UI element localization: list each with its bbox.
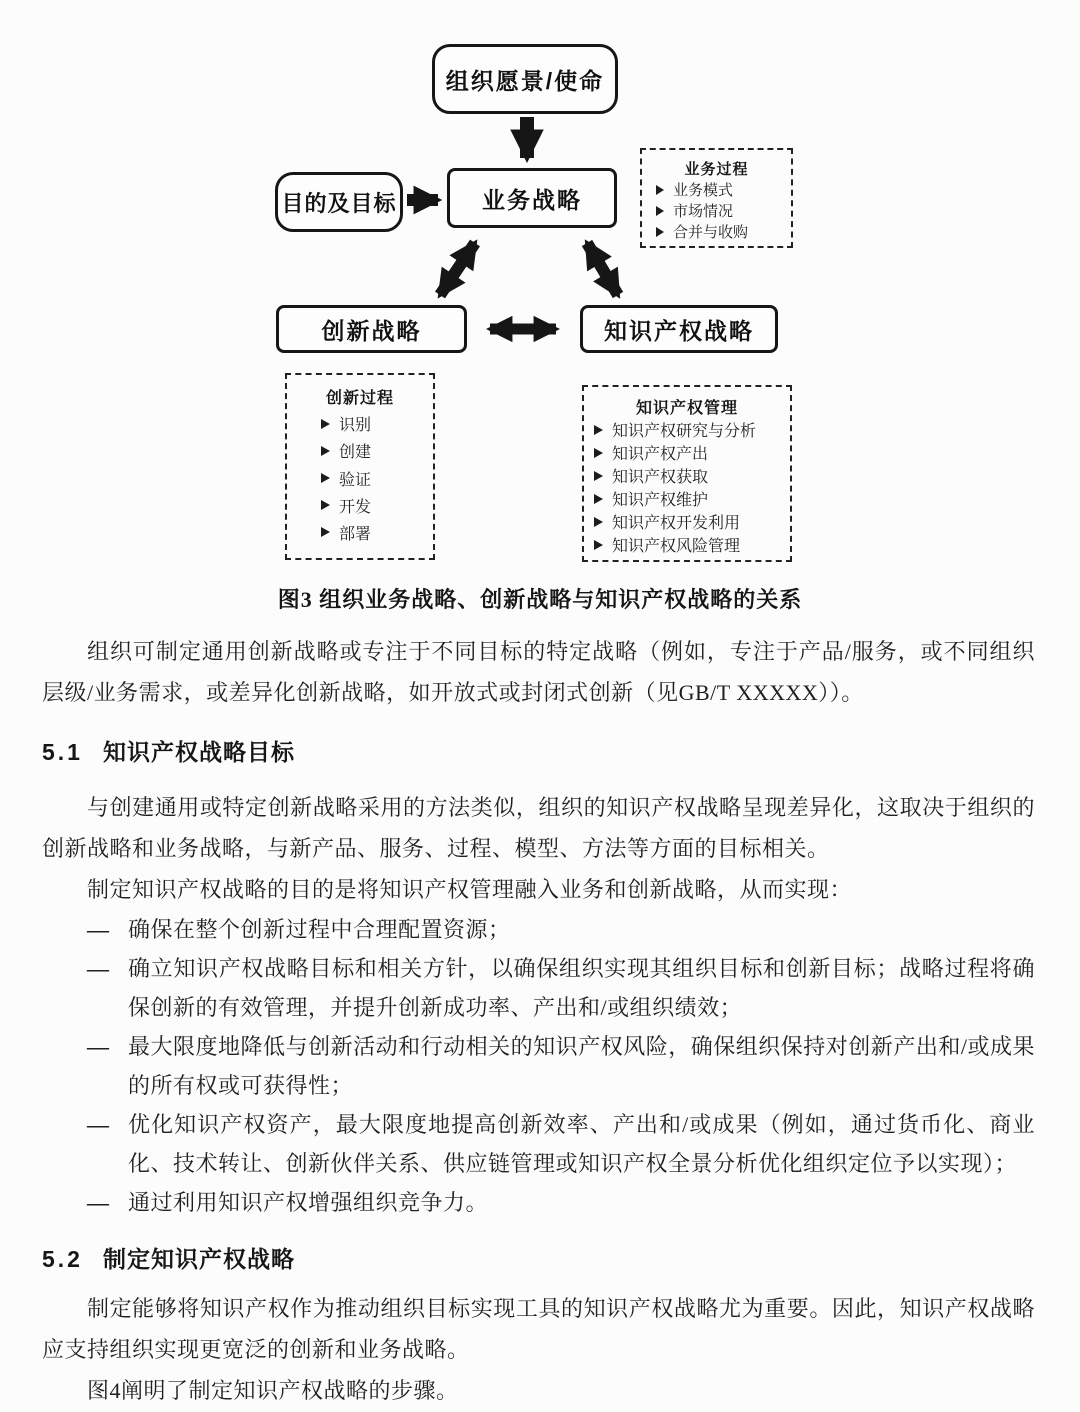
dash-bullet: — <box>87 917 110 942</box>
list-item: 知识产权研究与分析 <box>588 418 786 441</box>
section-title: 制定知识产权战略 <box>102 1246 295 1272</box>
document-body <box>0 631 1080 1411</box>
arrowhead-bullet-icon <box>321 446 330 456</box>
section-5-1-heading <box>42 737 1035 767</box>
bullet-item: — 优化知识产权资产，最大限度地提高创新效率、产出和/或成果（例如，通过货币化、商业化、技术转让、创新伙伴关系、供应链管理或知识产权全景分析优化组织定位予以实现）； <box>42 1105 1035 1183</box>
dash-bullet: — <box>87 1112 110 1137</box>
list-item: 知识产权获取 <box>588 464 786 487</box>
business-process-title: 业务过程 <box>684 161 749 178</box>
ip-management-title: 知识产权管理 <box>635 400 738 417</box>
ip-strategy-label: 知识产权战略 <box>604 317 754 344</box>
bullet-item: — 通过利用知识产权增强组织竞争力。 <box>42 1183 1035 1222</box>
bullet-item: — 确立知识产权战略目标和相关方针，以确保组织实现其组织目标和创新目标；战略过程将确保创新的有效管理，并提升创新成功率、产出和/或组织绩效； <box>42 949 1035 1027</box>
list-item: 创建 <box>293 439 427 462</box>
innovation-strategy-box <box>276 305 467 353</box>
bullet-item: — 最大限度地降低与创新活动和行动相关的知识产权风险，确保组织保持对创新产出和/或成果的所有权或可获得性； <box>42 1027 1035 1105</box>
arrowhead-bullet-icon <box>594 540 603 550</box>
arrowhead-bullet-icon <box>321 419 330 429</box>
arrowhead-bullet-icon <box>656 227 664 237</box>
section-5-1-paragraph-2: 制定知识产权战略的目的是将知识产权管理融入业务和创新战略，从而实现： <box>87 877 853 902</box>
arrowhead-bullet-icon <box>594 494 603 504</box>
list-item: 知识产权维护 <box>588 487 786 510</box>
list-item: 识别 <box>293 412 427 435</box>
figure-3-diagram <box>0 0 1080 583</box>
arrowhead-bullet-icon <box>321 527 330 537</box>
arrowhead-bullet-icon <box>594 448 603 458</box>
ip-strategy-box <box>580 305 778 353</box>
section-5-2-paragraph-1: 制定能够将知识产权作为推动组织目标实现工具的知识产权战略尤为重要。因此，知识产权战略应支持组织实现更宽泛的创新和业务战略。 <box>42 1296 1035 1362</box>
list-item: 市场情况 <box>648 200 785 221</box>
arrowhead-bullet-icon <box>321 500 330 510</box>
innovation-process-title: 创新过程 <box>325 390 394 407</box>
list-item: 知识产权风险管理 <box>588 533 786 556</box>
section-5-2-heading <box>42 1244 1035 1274</box>
arrow-business-ip <box>587 243 618 295</box>
bullet-item: — 确保在整个创新过程中合理配置资源； <box>42 910 1035 949</box>
business-strategy-box <box>447 168 617 228</box>
list-item: 知识产权开发利用 <box>588 510 786 533</box>
list-item: 业务模式 <box>648 179 785 200</box>
arrowhead-bullet-icon <box>656 185 664 195</box>
list-item: 合并与收购 <box>648 221 785 242</box>
dash-bullet: — <box>87 1034 110 1059</box>
arrowhead-bullet-icon <box>321 473 330 483</box>
arrowhead-bullet-icon <box>656 206 664 216</box>
figure-3-caption: 图3 组织业务战略、创新战略与知识产权战略的关系 <box>277 587 803 612</box>
vision-mission-label: 组织愿景/使命 <box>445 67 605 94</box>
list-item: 部署 <box>293 521 427 544</box>
dash-bullet: — <box>87 956 110 981</box>
section-title: 知识产权战略目标 <box>102 739 295 765</box>
arrow-business-innovation <box>440 243 475 295</box>
section-5-1-paragraph-1: 与创建通用或特定创新战略采用的方法类似，组织的知识产权战略呈现差异化，这取决于组织的创新战略和业务战略，与新产品、服务、过程、模型、方法等方面的目标相关。 <box>42 795 1035 861</box>
intro-paragraph: 组织可制定通用创新战略或专注于不同目标的特定战略（例如，专注于产品/服务，或不同组织层级/业务需求，或差异化创新战略，如开放式或封闭式创新（见GB/T XXXXX））。 <box>42 639 1035 705</box>
ip-management-box <box>582 385 792 562</box>
purpose-goals-label: 目的及目标 <box>281 190 397 216</box>
business-strategy-label: 业务战略 <box>482 186 582 213</box>
section-5-1-bullet-list <box>42 910 1035 1222</box>
arrowhead-bullet-icon <box>594 471 603 481</box>
business-process-box <box>640 148 793 248</box>
innovation-strategy-label: 创新战略 <box>321 317 422 344</box>
list-item: 知识产权产出 <box>588 441 786 464</box>
section-number: 5.1 <box>42 739 83 765</box>
section-number: 5.2 <box>42 1246 83 1272</box>
vision-mission-box <box>432 44 618 114</box>
list-item: 开发 <box>293 494 427 517</box>
arrowhead-bullet-icon <box>594 425 603 435</box>
purpose-goals-box <box>275 172 403 232</box>
innovation-process-box <box>285 373 435 560</box>
list-item: 验证 <box>293 467 427 490</box>
arrowhead-bullet-icon <box>594 517 603 527</box>
section-5-2-paragraph-2: 图4阐明了制定知识产权战略的步骤。 <box>87 1378 459 1403</box>
dash-bullet: — <box>87 1190 110 1215</box>
